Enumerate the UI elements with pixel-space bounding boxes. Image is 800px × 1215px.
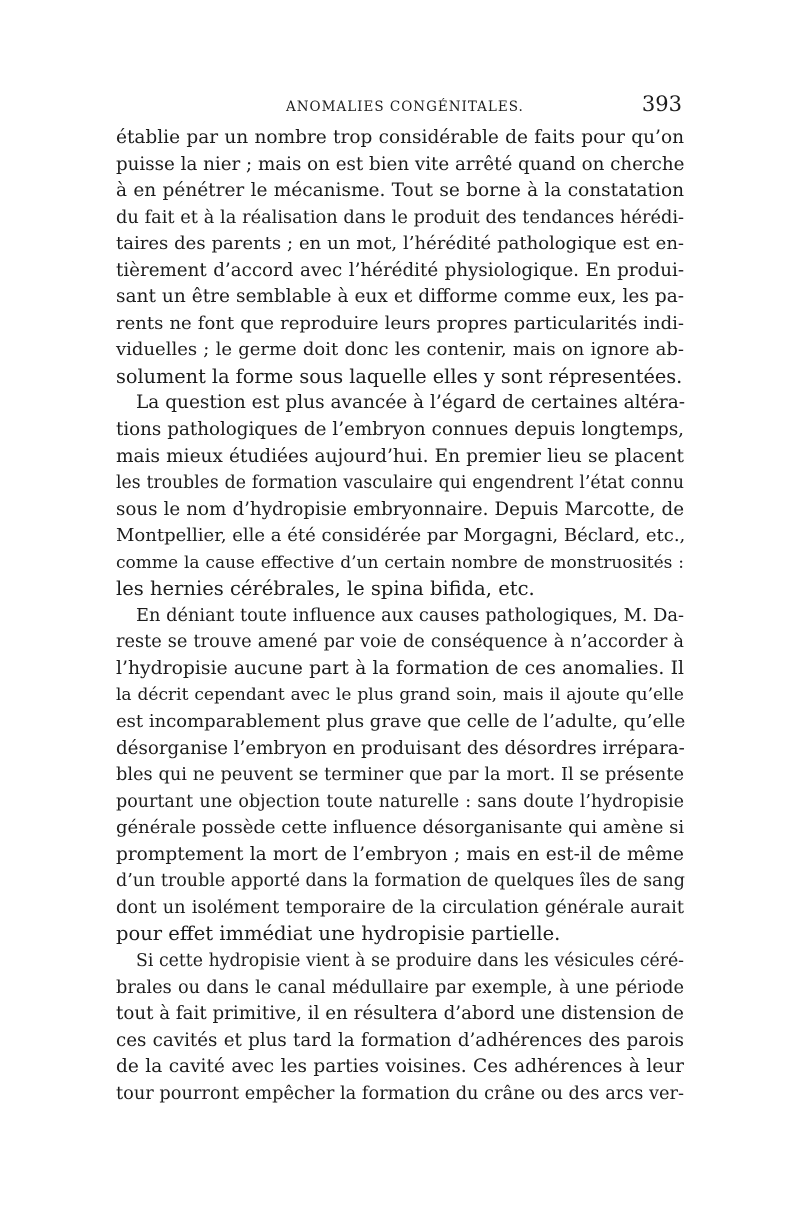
text-line: dont un isolément temporaire de la circulation générale aurait bbox=[116, 897, 684, 918]
text-line: sous le nom d’hydropisie embryonnaire. Depuis Marcotte, de bbox=[116, 498, 684, 520]
text-line: à en pénétrer le mécanisme. Tout se borne à la constatation bbox=[116, 180, 684, 202]
text-line: Si cette hydropisie vient à se produire dans les vésicules céré- bbox=[136, 950, 684, 971]
text-line: rents ne font que reproduire leurs propres particularités indi- bbox=[116, 312, 684, 334]
text-line: de la cavité avec les parties voisines. Ces adhérences à leur bbox=[116, 1056, 684, 1078]
text-line: est incomparablement plus grave que celle de l’adulte, qu’elle bbox=[116, 711, 686, 733]
text-line: promptement la mort de l’embryon ; mais en est-il de même bbox=[116, 843, 684, 865]
text-line: La question est plus avancée à l’égard de certaines altéra- bbox=[136, 392, 686, 414]
text-line: En déniant toute influence aux causes pathologiques, M. Da- bbox=[136, 605, 684, 626]
text-line: l’hydropisie aucune part à la formation de ces anomalies. Il bbox=[116, 657, 684, 679]
text-line: tions pathologiques de l’embryon connues depuis longtemps, bbox=[116, 419, 684, 441]
text-line: les troubles de formation vasculaire qui engendrent l’état connu bbox=[116, 473, 684, 494]
body-text bbox=[116, 125, 684, 1107]
page-number: 393 bbox=[641, 92, 682, 116]
text-line: tour pourront empêcher la formation du crâne ou des arcs ver- bbox=[116, 1083, 684, 1104]
text-line: comme la cause effective d’un certain nombre de monstruosités : bbox=[116, 552, 684, 573]
running-title: ANOMALIES CONGÉNITALES. bbox=[286, 99, 524, 115]
text-line: du fait et à la réalisation dans le produit des tendances hérédi- bbox=[116, 207, 684, 228]
text-line: désorganise l’embryon en produisant des désordres irrépara- bbox=[116, 737, 685, 759]
text-line: mais mieux étudiées aujourd’hui. En premier lieu se placent bbox=[116, 445, 684, 467]
text-line: reste se trouve amené par voie de conséquence à n’accorder à bbox=[116, 632, 684, 653]
text-line: tout à fait primitive, il en résultera d’abord une distension de bbox=[116, 1003, 684, 1025]
text-line: pourtant une objection toute naturelle : sans doute l’hydropisie bbox=[116, 791, 684, 812]
text-line: solument la forme sous laquelle elles y sont répresentées. bbox=[116, 364, 683, 388]
text-line: les hernies cérébrales, le spina bifida, etc. bbox=[116, 577, 535, 601]
text-line: ces cavités et plus tard la formation d’adhérences des parois bbox=[116, 1029, 684, 1051]
text-line: viduelles ; le germe doit donc les contenir, mais on ignore ab- bbox=[116, 339, 684, 361]
text-line: sant un être semblable à eux et difforme comme eux, les pa- bbox=[116, 286, 684, 308]
text-line: pour effet immédiat une hydropisie partielle. bbox=[116, 922, 561, 946]
text-line: bles qui ne peuvent se terminer que par la mort. Il se présente bbox=[116, 765, 684, 786]
text-line: tièrement d’accord avec l’hérédité physiologique. En produi- bbox=[116, 259, 684, 281]
text-line: puisse la nier ; mais on est bien vite arrêté quand on cherche bbox=[116, 153, 685, 175]
page-header bbox=[116, 92, 684, 122]
text-line: générale possède cette influence désorganisante qui amène si bbox=[116, 817, 685, 839]
text-line: d’un trouble apporté dans la formation de quelques îles de sang bbox=[116, 871, 685, 892]
text-line: brales ou dans le canal médullaire par exemple, à une période bbox=[116, 977, 684, 998]
text-line: Montpellier, elle a été considérée par Morgagni, Béclard, etc., bbox=[116, 525, 686, 547]
text-line: établie par un nombre trop considérable de faits pour qu’on bbox=[116, 127, 684, 148]
text-line: la décrit cependant avec le plus grand soin, mais il ajoute qu’elle bbox=[116, 685, 684, 706]
text-line: taires des parents ; en un mot, l’hérédité pathologique est en- bbox=[116, 233, 684, 255]
